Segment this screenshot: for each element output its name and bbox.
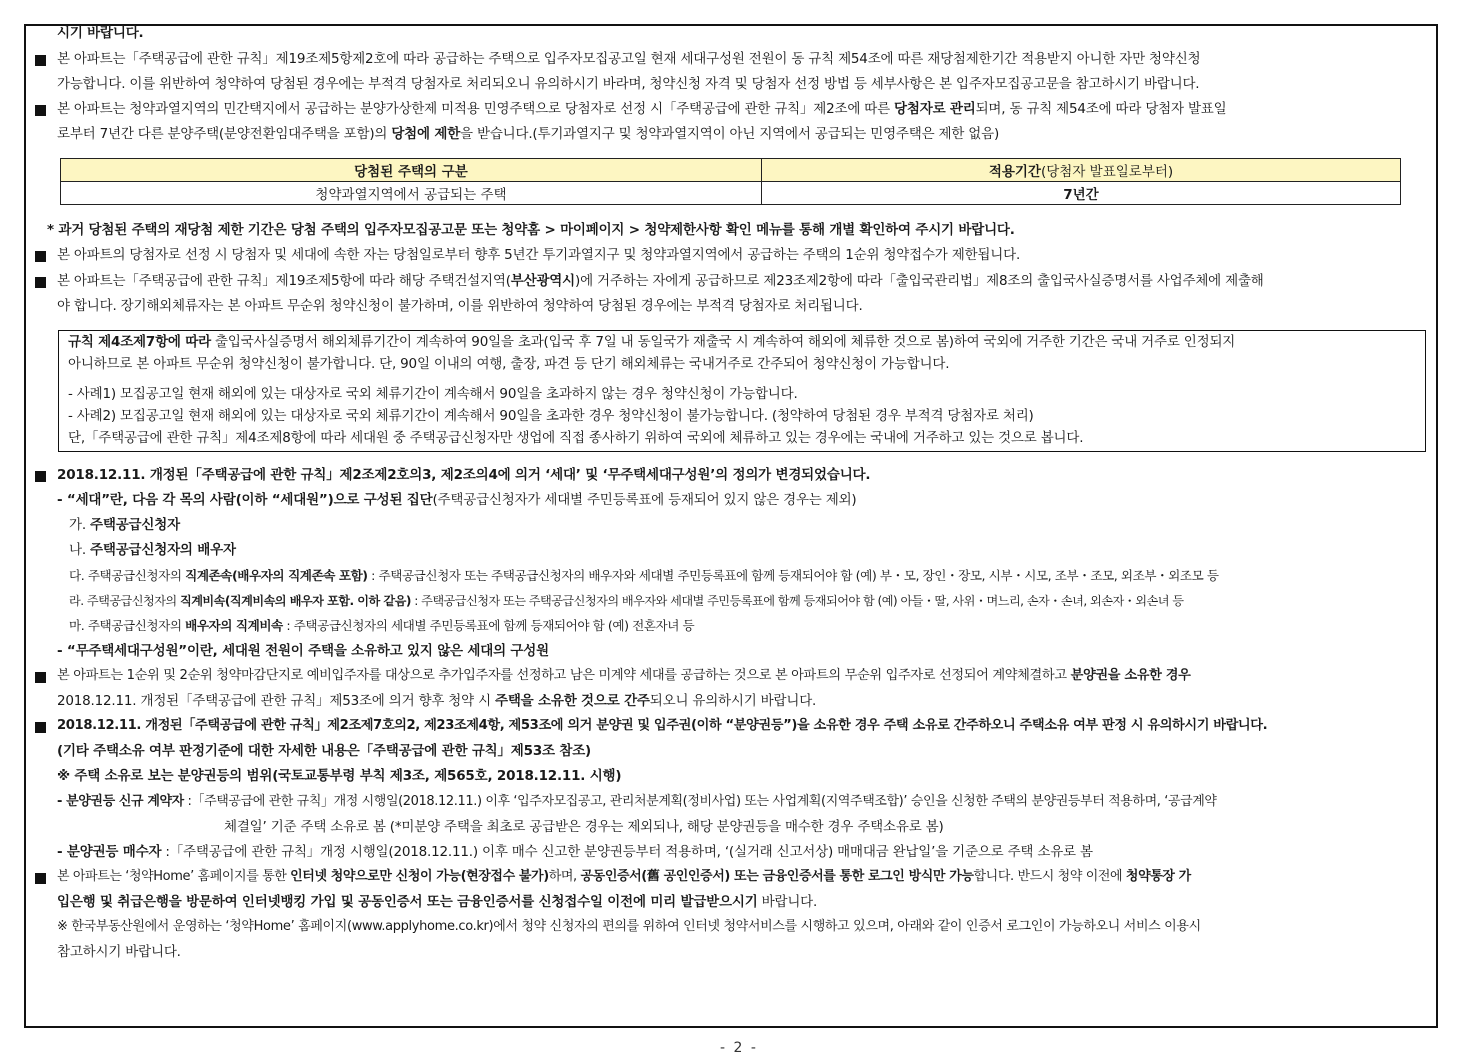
- box-line: - 사례1) 모집공고일 현재 해외에 있는 대상자로 국외 체류기간이 계속해서 90일을 초과하지 않는 경우 청약신청이 가능합니다.: [68, 386, 798, 402]
- box-line: 단,「주택공급에 관한 규칙」제4조제8항에 따라 세대원 중 주택공급신청자만 생업에 직접 종사하기 위하여 국외에 체류하고 있는 경우에는 국내에 거주하고 있는 것으로 봅니다.: [68, 430, 1084, 446]
- bullet-square: [35, 251, 46, 262]
- text-line: 입은행 및 취급은행을 방문하여 인터넷뱅킹 가입 및 공동인증서 또는 금융인증서를 신청접수일 이전에 미리 발급받으시기 바랍니다.: [57, 894, 818, 910]
- bullet-square: [35, 105, 46, 116]
- text-line: 체결일’ 기준 주택 소유로 봄 (*미분양 주택을 최초로 공급받은 경우는 제외되나, 해당 분양권등을 매수한 경우 주택소유로 봄): [224, 819, 944, 835]
- note-line: * 과거 당첨된 주택의 재당첨 제한 기간은 당첨 주택의 입주자모집공고문 또는 청약홈 > 마이페이지 > 청약제한사항 확인 메뉴를 통해 개별 확인하여 주시기 바랍니다.: [47, 222, 1015, 238]
- text-line: ※ 한국부동산원에서 운영하는 ‘청약Home’ 홈페이지(www.applyhome.co.kr)에서 청약 신청자의 편의를 위하여 인터넷 청약서비스를 시행하고 있으며, 아래와 같이 인증서 로그인이 가능하오니 서비스 이용시: [57, 919, 1201, 934]
- text-line: 본 아파트는 청약과열지역의 민간택지에서 공급하는 분양가상한제 미적용 민영주택으로 당첨자로 선정 시「주택공급에 관한 규칙」제2조에 따른 당첨자로 관리되며, 동 규칙 제54조에 따라 당첨자 발표일: [57, 101, 1227, 117]
- text-line: 본 아파트는 ‘청약Home’ 홈페이지를 통한 인터넷 청약으로만 신청이 가능(현장접수 불가)하며, 공동인증서(舊 공인인증서) 또는 금융인증서를 통한 로그인 방식만 가능합니다. 반드시 청약 이전에 청약통장 가: [57, 869, 1191, 884]
- text-line: 본 아파트는「주택공급에 관한 규칙」제19조제5항제2호에 따라 공급하는 주택으로 입주자모집공고일 현재 세대구성원 전원이 동 규칙 제54조에 따른 재당첨제한기간 적용받지 아니한 자만 청약신청: [57, 51, 1201, 67]
- table-header-cell: 적용기간(당첨자 발표일로부터): [762, 159, 1401, 182]
- text-line: 가. 주택공급신청자: [69, 517, 180, 533]
- bullet-square: [35, 672, 46, 683]
- text-line: - 분양권등 매수자 :「주택공급에 관한 규칙」개정 시행일(2018.12.11.) 이후 매수 신고한 분양권등부터 적용하며, ‘(실거래 신고서상) 매매대금 완납일’을 기준으로 주택 소유로 봄: [57, 844, 1093, 860]
- text-line: 야 합니다. 장기해외체류자는 본 아파트 무순위 청약신청이 불가하며, 이를 위반하여 청약하여 당첨된 경우에는 부적격 당첨자로 처리됩니다.: [57, 298, 863, 314]
- text-line: - 분양권등 신규 계약자 :「주택공급에 관한 규칙」개정 시행일(2018.12.11.) 이후 ‘입주자모집공고, 관리처분계획(정비사업) 또는 사업계획(지역주택조합)’ 승인을 신청한 주택의 분양권등부터 적용하며, ‘공급계약: [57, 794, 1217, 809]
- text-line: 가능합니다. 이를 위반하여 청약하여 당첨된 경우에는 부적격 당첨자로 처리되오니 유의하시기 바라며, 청약신청 자격 및 당첨자 선정 방법 등 세부사항은 본 입주자모집공고문을 참고하시기 바랍니다.: [57, 76, 1200, 92]
- text-line: 2018.12.11. 개정된「주택공급에 관한 규칙」제2조제2호의3, 제2조의4에 의거 ‘세대’ 및 ‘무주택세대구성원’의 정의가 변경되었습니다.: [57, 467, 871, 483]
- text-line: - “세대”란, 다음 각 목의 사람(이하 “세대원”)으로 구성된 집단(주택공급신청자가 세대별 주민등록표에 등재되어 있지 않은 경우는 제외): [57, 492, 857, 508]
- page-number: - 2 -: [720, 1040, 758, 1056]
- bullet-square: [35, 722, 46, 733]
- table-header-cell: 당첨된 주택의 구분: [61, 159, 762, 182]
- text-line: 마. 주택공급신청자의 배우자의 직계비속 : 주택공급신청자의 세대별 주민등록표에 함께 등재되어야 함 (예) 전혼자녀 등: [69, 618, 695, 633]
- text-line: 본 아파트는「주택공급에 관한 규칙」제19조제5항에 따라 해당 주택건설지역(부산광역시)에 거주하는 자에게 공급하므로 제23조제2항에 따라「출입국관리법」제8조의 출입국사실증명서를 사업주체에 제출해: [57, 273, 1264, 289]
- text-line: - “무주택세대구성원”이란, 세대원 전원이 주택을 소유하고 있지 않은 세대의 구성원: [57, 643, 549, 659]
- text-line: (기타 주택소유 여부 판정기준에 대한 자세한 내용은「주택공급에 관한 규칙」제53조 참조): [57, 743, 592, 759]
- text-line: 2018.12.11. 개정된「주택공급에 관한 규칙」제53조에 의거 향후 청약 시 주택을 소유한 것으로 간주되오니 유의하시기 바랍니다.: [57, 693, 817, 709]
- text-line: 참고하시기 바랍니다.: [57, 944, 181, 960]
- text-line: 다. 주택공급신청자의 직계존속(배우자의 직계존속 포함) : 주택공급신청자 또는 주택공급신청자의 배우자와 세대별 주민등록표에 함께 등재되어야 함 (예) 부・모, 장인・장모, 시부・시모, 조부・조모, 외조부・외조모 등: [69, 568, 1219, 583]
- box-line: 규칙 제4조제7항에 따라 출입국사실증명서 해외체류기간이 계속하여 90일을 초과(입국 후 7일 내 동일국가 재출국 시 계속하여 해외에 체류한 것으로 봄)하여 국외에 거주한 기간은 국내 거주로 인정되지: [68, 334, 1236, 350]
- text-line: 본 아파트는 1순위 및 2순위 청약마감단지로 예비입주자를 대상으로 추가입주자를 선정하고 남은 미계약 세대를 공급하는 것으로 본 아파트의 무순위 입주자로 선정되어 계약체결하고 분양권을 소유한 경우: [57, 668, 1191, 683]
- text-line: 2018.12.11. 개정된「주택공급에 관한 규칙」제2조제7호의2, 제23조제4항, 제53조에 의거 분양권 및 입주권(이하 “분양권등”)을 소유한 경우 주택 소유로 간주하오니 주택소유 여부 판정 시 유의하시기 바랍니다.: [57, 718, 1268, 733]
- table-cell: 청약과열지역에서 공급되는 주택: [61, 182, 762, 205]
- text-line: 시기 바랍니다.: [57, 25, 144, 41]
- text-line: ※ 주택 소유로 보는 분양권등의 범위(국토교통부령 부칙 제3조, 제565호, 2018.12.11. 시행): [57, 768, 622, 784]
- box-line: - 사례2) 모집공고일 현재 해외에 있는 대상자로 국외 체류기간이 계속해서 90일을 초과한 경우 청약신청이 불가능합니다. (청약하여 당첨된 경우 부적격 당첨자로 처리): [68, 408, 1034, 424]
- table-cell: 7년간: [762, 182, 1401, 205]
- text-line: 본 아파트의 당첨자로 선정 시 당첨자 및 세대에 속한 자는 당첨일로부터 향후 5년간 투기과열지구 및 청약과열지역에서 공급하는 주택의 1순위 청약접수가 제한됩니다.: [57, 247, 1021, 263]
- text-line: 라. 주택공급신청자의 직계비속(직계비속의 배우자 포함. 이하 같음) : 주택공급신청자 또는 주택공급신청자의 배우자와 세대별 주민등록표에 함께 등재되어야 함 (예) 아들・딸, 사위・며느리, 손자・손녀, 외손자・외손녀 등: [69, 594, 1184, 608]
- bullet-square: [35, 471, 46, 482]
- text-line: 나. 주택공급신청자의 배우자: [69, 542, 236, 558]
- bullet-square: [35, 55, 46, 66]
- text-line: 로부터 7년간 다른 분양주택(분양전환임대주택을 포함)의 당첨에 제한을 받습니다.(투기과열지구 및 청약과열지역이 아닌 지역에서 공급되는 민영주택은 제한 없음): [57, 126, 1000, 142]
- bullet-square: [35, 277, 46, 288]
- box-line: 아니하므로 본 아파트 무순위 청약신청이 불가합니다. 단, 90일 이내의 여행, 출장, 파견 등 단기 해외체류는 국내거주로 간주되어 청약신청이 가능합니다.: [68, 356, 950, 372]
- bullet-square: [35, 873, 46, 884]
- restriction-table: [60, 158, 1401, 205]
